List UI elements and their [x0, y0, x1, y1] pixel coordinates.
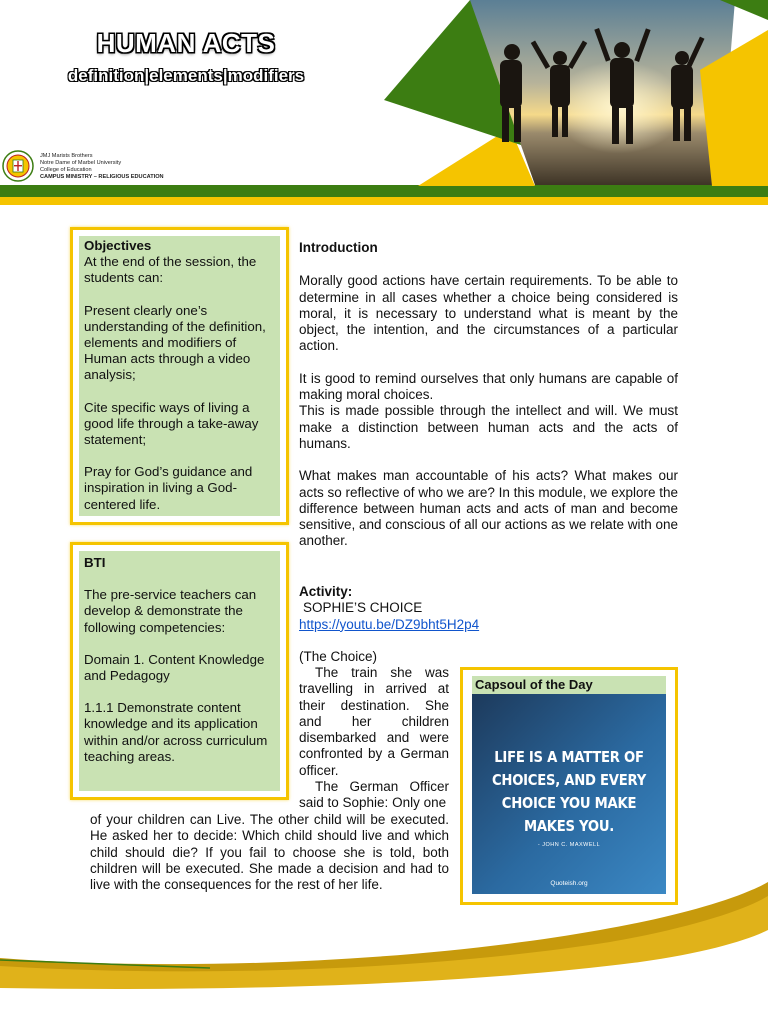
quote-source: Quoteish.org — [550, 880, 588, 887]
org-line-2: Notre Dame of Marbel University — [40, 160, 122, 166]
bti-competency: 1.1.1 Demonstrate content knowledge and its application within and/or across curriculum teaching areas. — [84, 700, 268, 764]
university-seal-icon — [2, 150, 34, 182]
bti-title: BTI — [84, 555, 106, 570]
video-link[interactable]: https://youtu.be/DZ9bht5H2p4 — [299, 616, 480, 632]
quote-card — [472, 694, 666, 894]
quote-author: - JOHN C. MAXWELL — [537, 842, 601, 848]
objectives-box — [70, 227, 289, 525]
introduction-heading: Introduction — [299, 240, 378, 255]
bti-intro: The pre-service teachers can develop & demonstrate the following competencies: — [84, 587, 257, 635]
activity-name: SOPHIE’S CHOICE — [303, 600, 423, 616]
footer-wave — [0, 880, 768, 1024]
bti-box — [70, 542, 289, 800]
objectives-title: Objectives — [84, 238, 152, 253]
capsoul-box — [460, 667, 678, 905]
objective-item: Cite specific ways of living a good life through a take-away statement; — [84, 399, 259, 448]
org-line-3: College of Education — [40, 167, 92, 173]
activity-heading: Activity: — [299, 584, 353, 599]
bti-domain: Domain 1. Content Knowledge and Pedagogy — [84, 651, 265, 684]
story-title: (The Choice) — [299, 648, 378, 664]
objective-item: Pray for God’s guidance and inspiration in living a God-centered life. — [84, 464, 253, 512]
intro-paragraph: It is good to remind ourselves that only humans are capable of making moral choices. — [299, 370, 678, 403]
page-subtitle: definition|elements|modifiers — [67, 66, 305, 85]
page-title: HUMAN ACTS — [96, 28, 276, 58]
intro-paragraph: What makes man accountable of his acts? What makes our acts so reflective of who we are? In this module, we explore the difference between human acts and acts of man and become sensitive, and conscious of all our actions as we relate with one another. — [299, 468, 678, 549]
org-line-1: JMJ Marists Brothers — [40, 153, 93, 159]
intro-paragraph: Morally good actions have certain requirements. To be able to determine in all cases whether a choice being considered is moral, it is necessary to understand what is meant by the object, the intention, and the circumstances of a particular action. — [299, 273, 678, 354]
story-part2: The German Officer said to Sophie: Only one — [299, 779, 449, 811]
activity-section — [299, 584, 539, 665]
quote-text: LIFE IS A MATTER OF CHOICES, AND EVERY CHOICE YOU MAKE MAKES YOU. — [491, 748, 646, 835]
introduction-section — [299, 240, 678, 550]
intro-paragraph: This is made possible through the intellect and will. We must make a distinction between human acts and the acts of humans. — [299, 403, 678, 451]
story-part1: The train she was travelling in arrived at their destination. She and her children disembarked and were confronted by a German officer. — [299, 665, 449, 778]
objective-item: Present clearly one’s understanding of the definition, elements and modifiers of Human acts through a video analysis; — [84, 302, 266, 383]
story-part3: of your children can Live. The other child will be executed. He asked her to decide: Which child should live and which child should die? If you fail to choose she is told, both children will be executed. She made a decision and had to live with the consequences for the rest of her life. — [90, 812, 449, 893]
org-line-4: CAMPUS MINISTRY – RELIGIOUS EDUCATION — [40, 174, 164, 180]
objectives-intro: At the end of the session, the students can: — [84, 254, 257, 286]
capsoul-label: Capsoul of the Day — [472, 676, 666, 694]
